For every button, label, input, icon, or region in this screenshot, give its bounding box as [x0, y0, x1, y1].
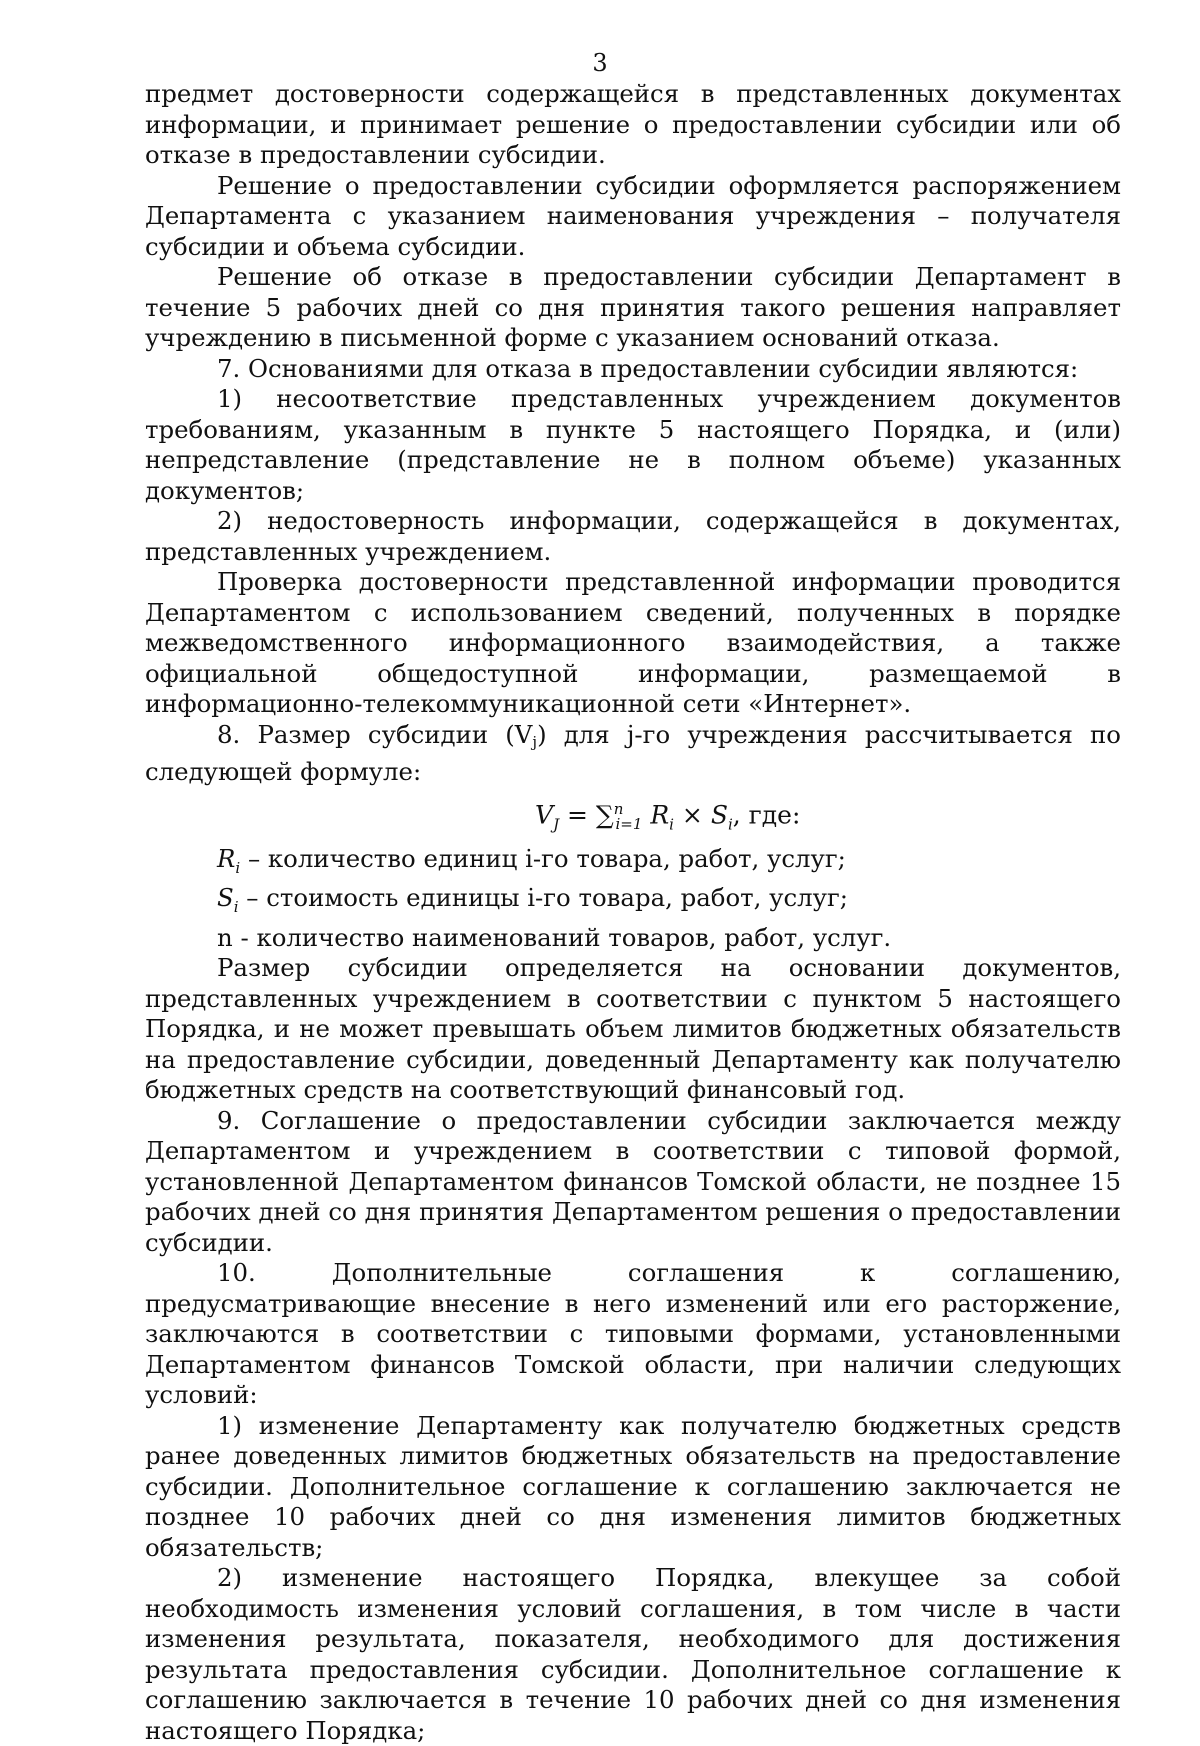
- formula-s: S: [710, 799, 728, 829]
- formula-equals: =: [559, 799, 596, 829]
- definition-s-sub: i: [233, 898, 239, 917]
- definition-r: [145, 844, 1121, 883]
- formula-sum-lower: i=1: [615, 814, 643, 833]
- paragraph-item-9: 9. Соглашение о предоставлении субсидии заключается между Департаментом и учреждением в соответствии с типовой формой, установленной Департаментом финансов Томской области, не позднее 15 рабочих дней со дня принятия Департаментом решения о предоставлении субсидии.: [145, 1105, 1121, 1257]
- formula-lhs-sub: J: [553, 814, 560, 833]
- definition-n: [145, 923, 1121, 954]
- formula-tail: , где:: [732, 799, 801, 829]
- definition-s: [145, 883, 1121, 922]
- formula-r: R: [650, 799, 670, 829]
- definition-r-text: – количество единиц i-го товара, работ, услуг;: [240, 843, 846, 873]
- paragraph-continuation: предмет достоверности содержащейся в представленных документах информации, и принимает решение о предоставлении субсидии или об отказе в предоставлении субсидии.: [145, 79, 1121, 169]
- paragraph-item-7: 7. Основаниями для отказа в предоставлении субсидии являются:: [217, 353, 1079, 383]
- paragraph-item-10-2: 2) изменение настоящего Порядка, влекущее за собой необходимость изменения условий соглашения, в том числе в части изменения результата, показателя, необходимого для достижения результата предоставления субсидии. Дополнительное соглашение к соглашению заключается в течение 10 рабочих дней со дня изменения настоящего Порядка;: [145, 1563, 1121, 1745]
- subsidy-formula: [145, 793, 1121, 841]
- item-8-text-start: 8. Размер субсидии (V: [217, 719, 533, 749]
- paragraph-subsidy-amount: Размер субсидии определяется на основании документов, представленных учреждением в соответствии с пунктом 5 настоящего Порядка, и не может превышать объем лимитов бюджетных обязательств на предоставление субсидии, доведенный Департаменту как получателю бюджетных средств на соответствующий финансовый год.: [145, 953, 1121, 1105]
- paragraph-item-7-1: 1) несоответствие представленных учреждением документов требованиям, указанным в пункте 5 настоящего Порядка, и (или) непредставление (представление не в полном объеме) указанных документов;: [145, 384, 1121, 505]
- formula-times: ×: [673, 799, 711, 829]
- paragraph-item-8: [145, 720, 1121, 788]
- paragraph-item-10: 10. Дополнительные соглашения к соглашению, предусматривающие внесение в него изменений или его расторжение, заключаются в соответствии с типовыми формами, установленными Департаментом финансов Томской области, при наличии следующих условий:: [145, 1258, 1121, 1410]
- paragraph-verification: Проверка достоверности представленной информации проводится Департаментом с использованием сведений, полученных в порядке межведомственного информационного взаимодействия, а также официальной общедоступной информации, размещаемой в информационно-телекоммуникационной сети «Интернет».: [145, 567, 1121, 718]
- page-number: 3: [592, 49, 608, 77]
- definition-r-symbol: R: [217, 843, 236, 873]
- definition-r-sub: i: [235, 858, 241, 877]
- paragraph-item-10-1: 1) изменение Департаменту как получателю бюджетных средств ранее доведенных лимитов бюджетных обязательств на предоставление субсидии. Дополнительное соглашение к соглашению заключается не позднее 10 рабочих дней со дня изменения лимитов бюджетных обязательств;: [145, 1410, 1121, 1562]
- definition-n-text: n - количество наименований товаров, работ, услуг.: [217, 922, 892, 952]
- formula-r-sub: i: [669, 814, 674, 833]
- formula-lhs: V: [535, 799, 554, 829]
- formula-s-sub: i: [727, 814, 733, 833]
- item-8-text-end: ) для j-го учреждения рассчитывается по следующей формуле:: [145, 719, 1121, 786]
- item-8-subscript: j: [532, 732, 538, 751]
- definition-s-symbol: S: [217, 883, 234, 913]
- paragraph-decision-grant: Решение о предоставлении субсидии оформляется распоряжением Департамента с указанием наименования учреждения – получателя субсидии и объема субсидии.: [145, 170, 1121, 261]
- paragraph-item-7-2: 2) недостоверность информации, содержащейся в документах, представленных учреждением.: [145, 506, 1121, 566]
- formula-sum-symbol: ∑: [595, 799, 614, 829]
- paragraph-decision-refusal: Решение об отказе в предоставлении субсидии Департамент в течение 5 рабочих дней со дня принятия такого решения направляет учреждению в письменной форме с указанием оснований отказа.: [145, 262, 1121, 352]
- definition-s-text: – стоимость единицы i-го товара, работ, услуг;: [238, 883, 848, 913]
- formula-sum-upper: n: [613, 799, 624, 818]
